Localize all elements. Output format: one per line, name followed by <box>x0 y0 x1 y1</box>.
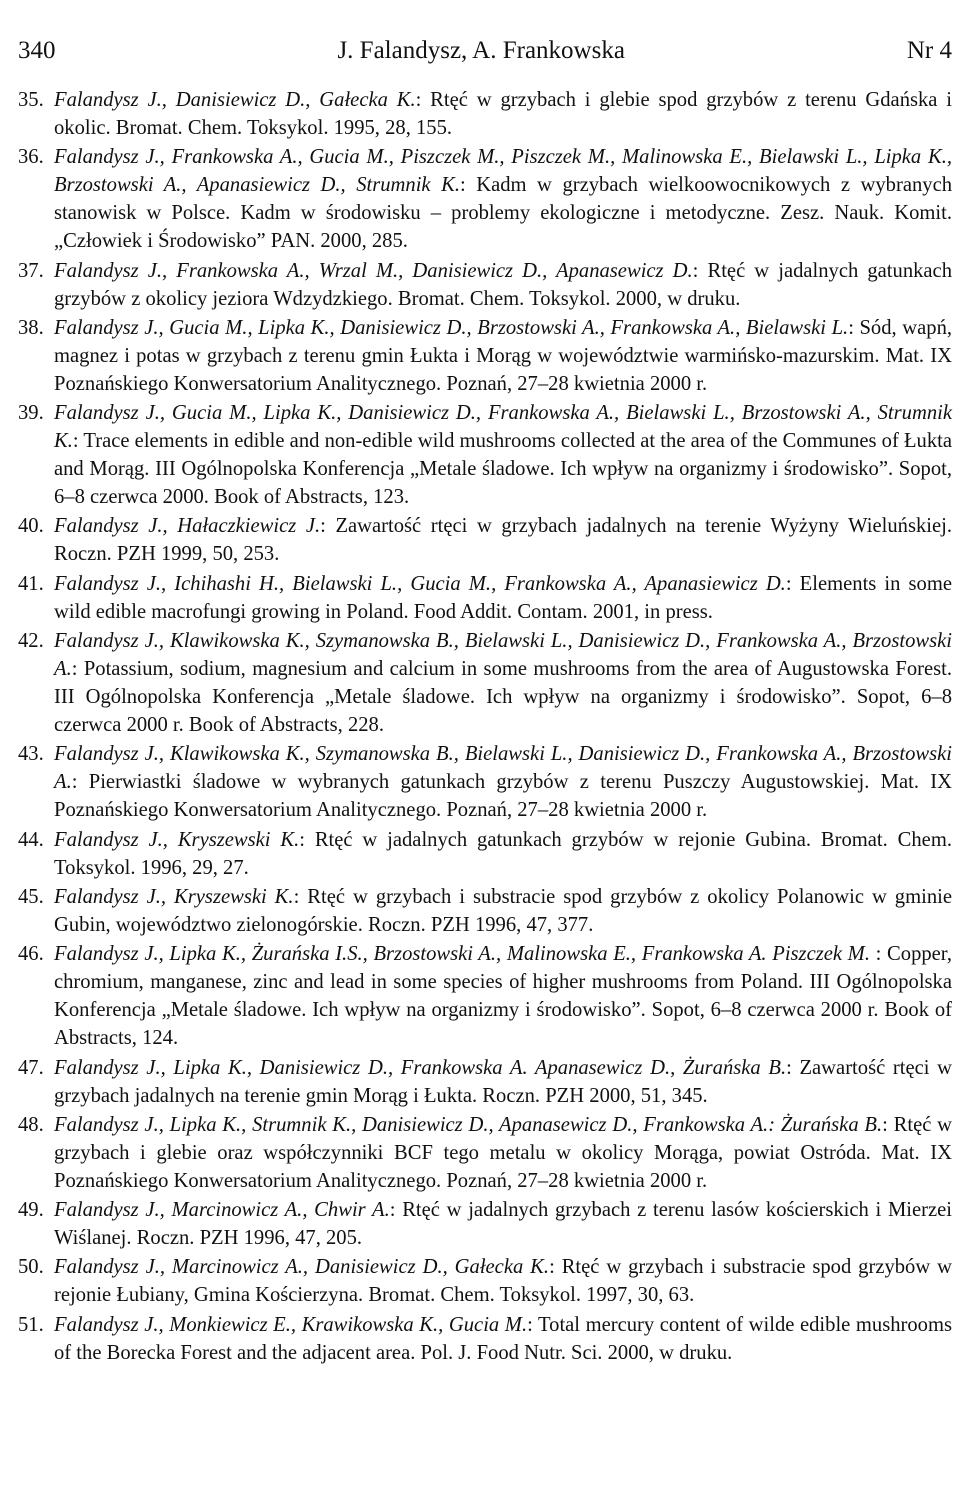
reference-authors: Falandysz J., Lipka K., Strumnik K., Danisiewicz D., Apanasewicz D., Frankowska A.: Żurańska B. <box>54 1113 883 1136</box>
reference-item <box>18 570 952 626</box>
reference-authors: Falandysz J., Frankowska A., Gucia M., Piszczek M., Piszczek M., Malinowska E., Bielawski L., Lipka K., Brzostowski A., Apanasiewicz D., Strumnik K. <box>54 146 952 197</box>
reference-item <box>18 1253 952 1309</box>
reference-number: 35. <box>18 89 44 111</box>
reference-text: : Zawartość rtęci w grzybach jadalnych na terenie gmin Morąg i Łukta. Roczn. PZH 2000, 51, 345. <box>54 1056 952 1107</box>
reference-authors: Falandysz J., Ichihashi H., Bielawski L., Gucia M., Frankowska A., Apanasiewicz D. <box>54 572 786 595</box>
reference-text: : Potassium, sodium, magnesium and calcium in some mushrooms from the area of Augustowska Forest. III Ogólnopolska Konferencja „Metale śladowe. Ich wpływ na organizmy i środowisko”. Sopot, 6–8 czerwca 2000 r. Book of Abstracts, 228. <box>54 658 952 737</box>
reference-authors: Falandysz J., Kryszewski K. <box>54 828 300 851</box>
reference-authors: Falandysz J., Monkiewicz E., Krawikowska K., Gucia M. <box>54 1313 528 1336</box>
reference-text: : Rtęć w jadalnych gatunkach grzybów w rejonie Gubina. Bromat. Chem. Toksykol. 1996, 29, 27. <box>54 828 952 879</box>
reference-authors: Falandysz J., Danisiewicz D., Gałecka K. <box>54 89 416 111</box>
reference-text: : Elements in some wild edible macrofungi growing in Poland. Food Addit. Contam. 2001, in press. <box>54 572 952 623</box>
reference-number: 49. <box>18 1199 44 1222</box>
page-number: 340 <box>18 37 56 64</box>
reference-item <box>18 399 952 511</box>
reference-authors: Falandysz J., Lipka K., Danisiewicz D., Frankowska A. Apanasewicz D., Żurańska B. <box>54 1056 787 1079</box>
reference-item <box>18 883 952 939</box>
reference-text: : Copper, chromium, manganese, zinc and lead in some species of higher mushrooms from Poland. III Ogólnopolska Konferencja „Metale śladowe. Ich wpływ na organizmy i środowisko”. Sopot, 6–8 czerwca 2000 r. Book of Abstracts, 124. <box>54 943 952 1050</box>
reference-text: : Sód, wapń, magnez i potas w grzybach z terenu gmin Łukta i Morąg w województwie warmińsko-mazurskim. Mat. IX Poznańskiego Konwersatorium Analitycznego. Poznań, 27–28 kwietnia 2000 r. <box>54 316 953 395</box>
reference-text: : Rtęć w grzybach i glebie spod grzybów z terenu Gdańska i okolic. Bromat. Chem. Toksykol. 1995, 28, 155. <box>54 89 952 139</box>
reference-text: : Total mercury content of wilde edible mushrooms of the Borecka Forest and the adjacent area. Pol. J. Food Nutr. Sci. 2000, w druku. <box>54 1313 952 1364</box>
reference-authors: Falandysz J., Marcinowicz A., Chwir A. <box>54 1199 390 1222</box>
reference-item <box>18 257 952 313</box>
reference-item <box>18 1196 952 1252</box>
reference-item <box>18 627 952 739</box>
reference-authors: Falandysz J., Kryszewski K. <box>54 885 294 908</box>
running-head <box>18 36 952 66</box>
reference-authors: Falandysz J., Marcinowicz A., Danisiewicz D., Gałecka K. <box>54 1256 550 1279</box>
reference-number: 42. <box>18 630 44 653</box>
running-title: J. Falandysz, A. Frankowska <box>337 37 625 64</box>
issue-number: Nr 4 <box>906 37 952 64</box>
reference-item <box>18 512 952 568</box>
reference-text: : Rtęć w grzybach i glebie oraz współczynniki BCF tego metalu w okolicy Morąga, powiat Ostróda. Mat. IX Poznańskiego Konwersatorium Analitycznego. Poznań, 27–28 kwietnia 2000 r. <box>54 1113 952 1192</box>
reference-number: 40. <box>18 515 44 538</box>
reference-authors: Falandysz J., Klawikowska K., Szymanowska B., Bielawski L., Danisiewicz D., Frankowska A., Brzostowski A. <box>54 630 952 681</box>
reference-text: : Rtęć w jadalnych gatunkach grzybów z okolicy jeziora Wdzydzkiego. Bromat. Chem. Toksykol. 2000, w druku. <box>54 259 952 310</box>
reference-number: 38. <box>18 316 44 339</box>
reference-number: 43. <box>18 743 44 766</box>
reference-authors: Falandysz J., Hałaczkiewicz J. <box>54 515 321 538</box>
reference-number: 36. <box>18 146 44 169</box>
reference-number: 46. <box>18 943 44 966</box>
reference-text: : Rtęć w jadalnych grzybach z terenu lasów kościerskich i Mierzei Wiślanej. Roczn. PZH 1996, 47, 205. <box>54 1199 952 1250</box>
reference-text: : Pierwiastki śladowe w wybranych gatunkach grzybów z terenu Puszczy Augustowskiej. Mat. IX Poznańskiego Konwersatorium Analitycznego. Poznań, 27–28 kwietnia 2000 r. <box>54 771 952 822</box>
reference-item <box>18 826 952 882</box>
reference-number: 41. <box>18 572 44 595</box>
reference-authors: Falandysz J., Gucia M., Lipka K., Danisiewicz D., Frankowska A., Bielawski L., Brzostowski A., Strumnik K. <box>54 402 952 453</box>
reference-text: : Zawartość rtęci w grzybach jadalnych na terenie Wyżyny Wieluńskiej. Roczn. PZH 1999, 50, 253. <box>54 515 952 566</box>
reference-item <box>18 1054 952 1110</box>
reference-authors: Falandysz J., Frankowska A., Wrzal M., Danisiewicz D., Apanasewicz D. <box>54 259 693 282</box>
reference-text: : Rtęć w grzybach i substracie spod grzybów w rejonie Łubiany, Gmina Kościerzyna. Bromat. Chem. Toksykol. 1997, 30, 63. <box>54 1256 953 1307</box>
reference-item <box>18 86 952 142</box>
reference-item <box>18 1311 952 1367</box>
reference-authors: Falandysz J., Gucia M., Lipka K., Danisiewicz D., Brzostowski A., Frankowska A., Bielawski L. <box>54 316 849 339</box>
reference-number: 44. <box>18 828 44 851</box>
reference-number: 47. <box>18 1056 44 1079</box>
reference-item <box>18 314 952 398</box>
reference-number: 48. <box>18 1113 44 1136</box>
reference-text: : Trace elements in edible and non-edible wild mushrooms collected at the area of the Communes of Łukta and Morąg. III Ogólnopolska Konferencja „Metale śladowe. Ich wpływ na organizmy i środowisko”. Sopot, 6–8 czerwca 2000. Book of Abstracts, 123. <box>54 430 952 509</box>
reference-text: : Rtęć w grzybach i substracie spod grzybów z okolicy Polanowic w gminie Gubin, województwo zielonogórskie. Roczn. PZH 1996, 47, 377. <box>54 885 952 936</box>
reference-item <box>18 740 952 824</box>
reference-number: 37. <box>18 259 44 282</box>
reference-item <box>18 940 952 1052</box>
reference-authors: Falandysz J., Klawikowska K., Szymanowska B., Bielawski L., Danisiewicz D., Frankowska A., Brzostowski A. <box>54 743 952 794</box>
reference-number: 45. <box>18 885 44 908</box>
reference-number: 51. <box>18 1313 44 1336</box>
reference-number: 50. <box>18 1256 44 1279</box>
reference-item <box>18 1111 952 1195</box>
reference-text: : Kadm w grzybach wielkoowocnikowych z wybranych stanowisk w Polsce. Kadm w środowisku – problemy ekologiczne i metodyczne. Zesz. Nauk. Komit. „Człowiek i Środowisko” PAN. 2000, 285. <box>54 174 952 253</box>
reference-item <box>18 143 952 255</box>
reference-authors: Falandysz J., Lipka K., Żurańska I.S., Brzostowski A., Malinowska E., Frankowska A. Piszczek M. <box>54 943 870 966</box>
reference-list <box>18 86 952 1367</box>
reference-number: 39. <box>18 402 44 425</box>
